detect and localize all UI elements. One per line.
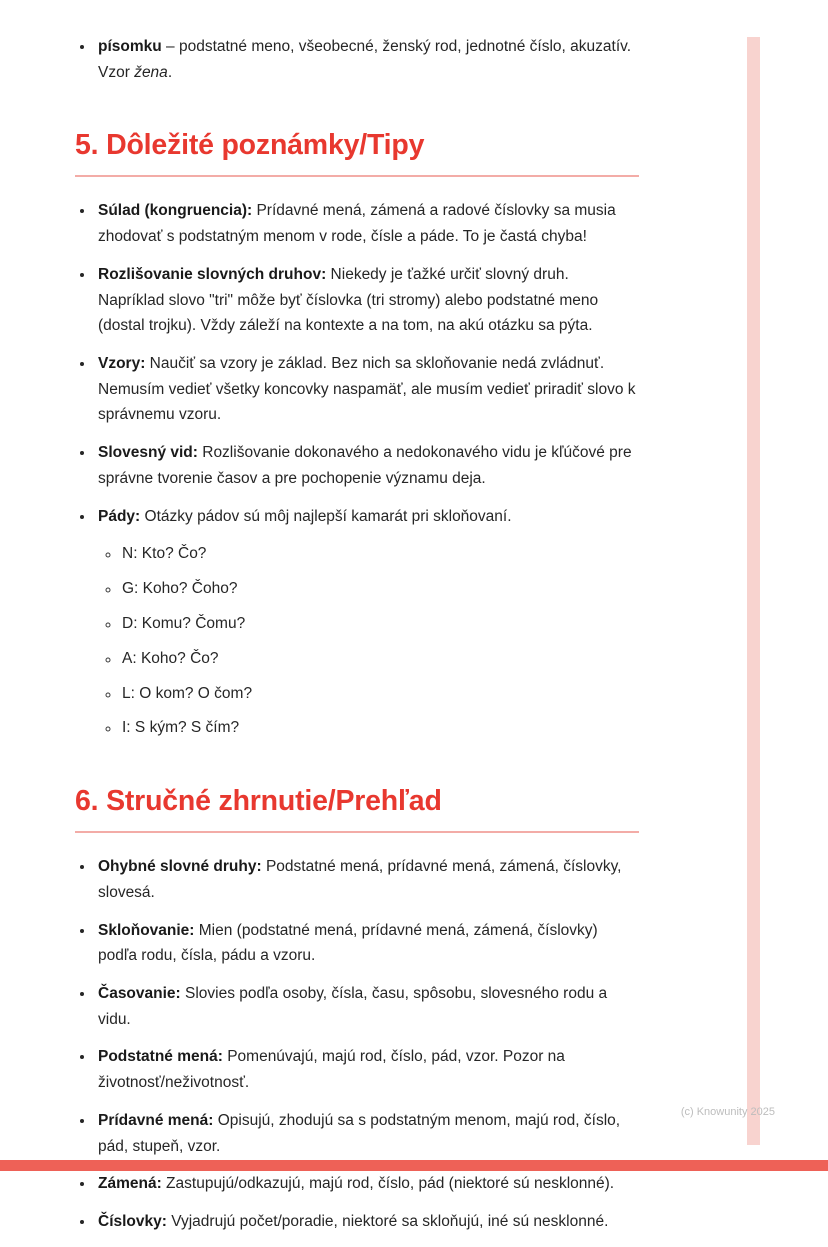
- list-item: [95, 854, 639, 905]
- case-item: ◦ L: O kom? O čom?: [120, 682, 639, 707]
- list-item: [95, 504, 639, 742]
- list-item: [95, 1044, 639, 1095]
- item-text: Podstatné mená, prídavné mená, zámená, číslovky, slovesá.: [98, 858, 622, 901]
- section-6-list: [75, 854, 639, 1235]
- item-lead: Slovesný vid:: [98, 444, 198, 462]
- case-item: ◦ A: Koho? Čo?: [120, 647, 639, 672]
- item-lead: Vzory:: [98, 355, 146, 373]
- item-lead: Rozlišovanie slovných druhov:: [98, 265, 327, 283]
- item-text: Niekedy je ťažké určiť slovný druh. Napríklad slovo "tri" môže byť číslovka (tri stromy) alebo podstatné meno (dostal trojku). Vždy záleží na kontexte a na tom, na akú otázku sa pýta.: [98, 265, 599, 335]
- intro-list: [75, 34, 639, 85]
- item-lead: Pády:: [98, 507, 141, 525]
- list-item: [95, 34, 639, 85]
- list-item: [95, 981, 639, 1032]
- item-text: Otázky pádov sú môj najlepší kamarát pri skloňovaní.: [140, 507, 512, 525]
- item-text: Slovies podľa osoby, čísla, času, spôsobu, slovesného rodu a vidu.: [98, 985, 608, 1028]
- item-text: Vyjadrujú počet/poradie, niektoré sa skloňujú, iné sú nesklonné.: [166, 1213, 609, 1231]
- term-italic: žena: [134, 63, 168, 81]
- item-text: Mien (podstatné mená, prídavné mená, zámená, číslovky) podľa rodu, čísla, pádu a vzoru.: [98, 921, 598, 965]
- item-text: Zastupujú/odkazujú, majú rod, číslo, pád (niektoré sú nesklonné).: [161, 1175, 615, 1193]
- item-text: Naučiť sa vzory je základ. Bez nich sa skloňovanie nedá zvládnuť. Nemusím vedieť všetky koncovky naspamäť, ale musím vedieť priradiť slovo k správnemu vzoru.: [98, 355, 636, 424]
- term-bold: písomku: [98, 38, 162, 55]
- item-lead: Skloňovanie:: [98, 921, 195, 939]
- item-lead: Časovanie:: [98, 985, 181, 1002]
- list-item: [95, 440, 639, 491]
- list-item: [95, 198, 639, 249]
- term-end: .: [167, 63, 173, 81]
- item-lead: Ohybné slovné druhy:: [98, 858, 262, 876]
- item-lead: Zámená:: [98, 1175, 162, 1193]
- item-text: Rozlišovanie dokonavého a nedokonavého vidu je kľúčové pre správne tvorenie časov a pre pochopenie významu deja.: [98, 444, 632, 487]
- item-text: Opisujú, zhodujú sa s podstatným menom, majú rod, číslo, pád, stupeň, vzor.: [98, 1111, 621, 1155]
- list-item: [95, 1209, 639, 1235]
- case-item: ◦ N: Kto? Čo?: [120, 542, 639, 567]
- item-lead: Číslovky:: [98, 1213, 167, 1231]
- case-item: ◦ D: Komu? Čomu?: [120, 612, 639, 637]
- notes-content: [75, 34, 639, 1247]
- cases-list: [98, 542, 639, 741]
- item-lead: Podstatné mená:: [98, 1048, 223, 1066]
- item-lead: Súlad (kongruencia):: [98, 202, 253, 220]
- section-5-title: 5. Dôležité poznámky/Tipy: [75, 129, 639, 177]
- case-item: ◦ I: S kým? S čím?: [120, 716, 639, 741]
- section-6-title: 6. Stručné zhrnutie/Prehľad: [75, 785, 639, 833]
- list-item: [95, 918, 639, 969]
- item-lead: Prídavné mená:: [98, 1111, 214, 1129]
- item-text: Prídavné mená, zámená a radové číslovky sa musia zhodovať s podstatným menom v rode, čísle a páde. To je častá chyba!: [98, 202, 616, 246]
- section-5-list: [75, 198, 639, 741]
- case-item: ◦ G: Koho? Čoho?: [120, 577, 639, 602]
- knowunity-watermark: (c) Knowunity 2025: [680, 1106, 775, 1118]
- list-item: [95, 1171, 639, 1197]
- list-item: [95, 1108, 639, 1159]
- page-edge-decoration: [747, 37, 760, 1145]
- list-item: [95, 262, 639, 339]
- item-text: Pomenúvajú, majú rod, číslo, pád, vzor. Pozor na životnosť/neživotnosť.: [98, 1048, 565, 1092]
- term-text: – podstatné meno, všeobecné, ženský rod, jednotné číslo, akuzatív. Vzor: [98, 38, 632, 81]
- page-bottom-bar: [0, 1160, 828, 1171]
- list-item: [95, 351, 639, 428]
